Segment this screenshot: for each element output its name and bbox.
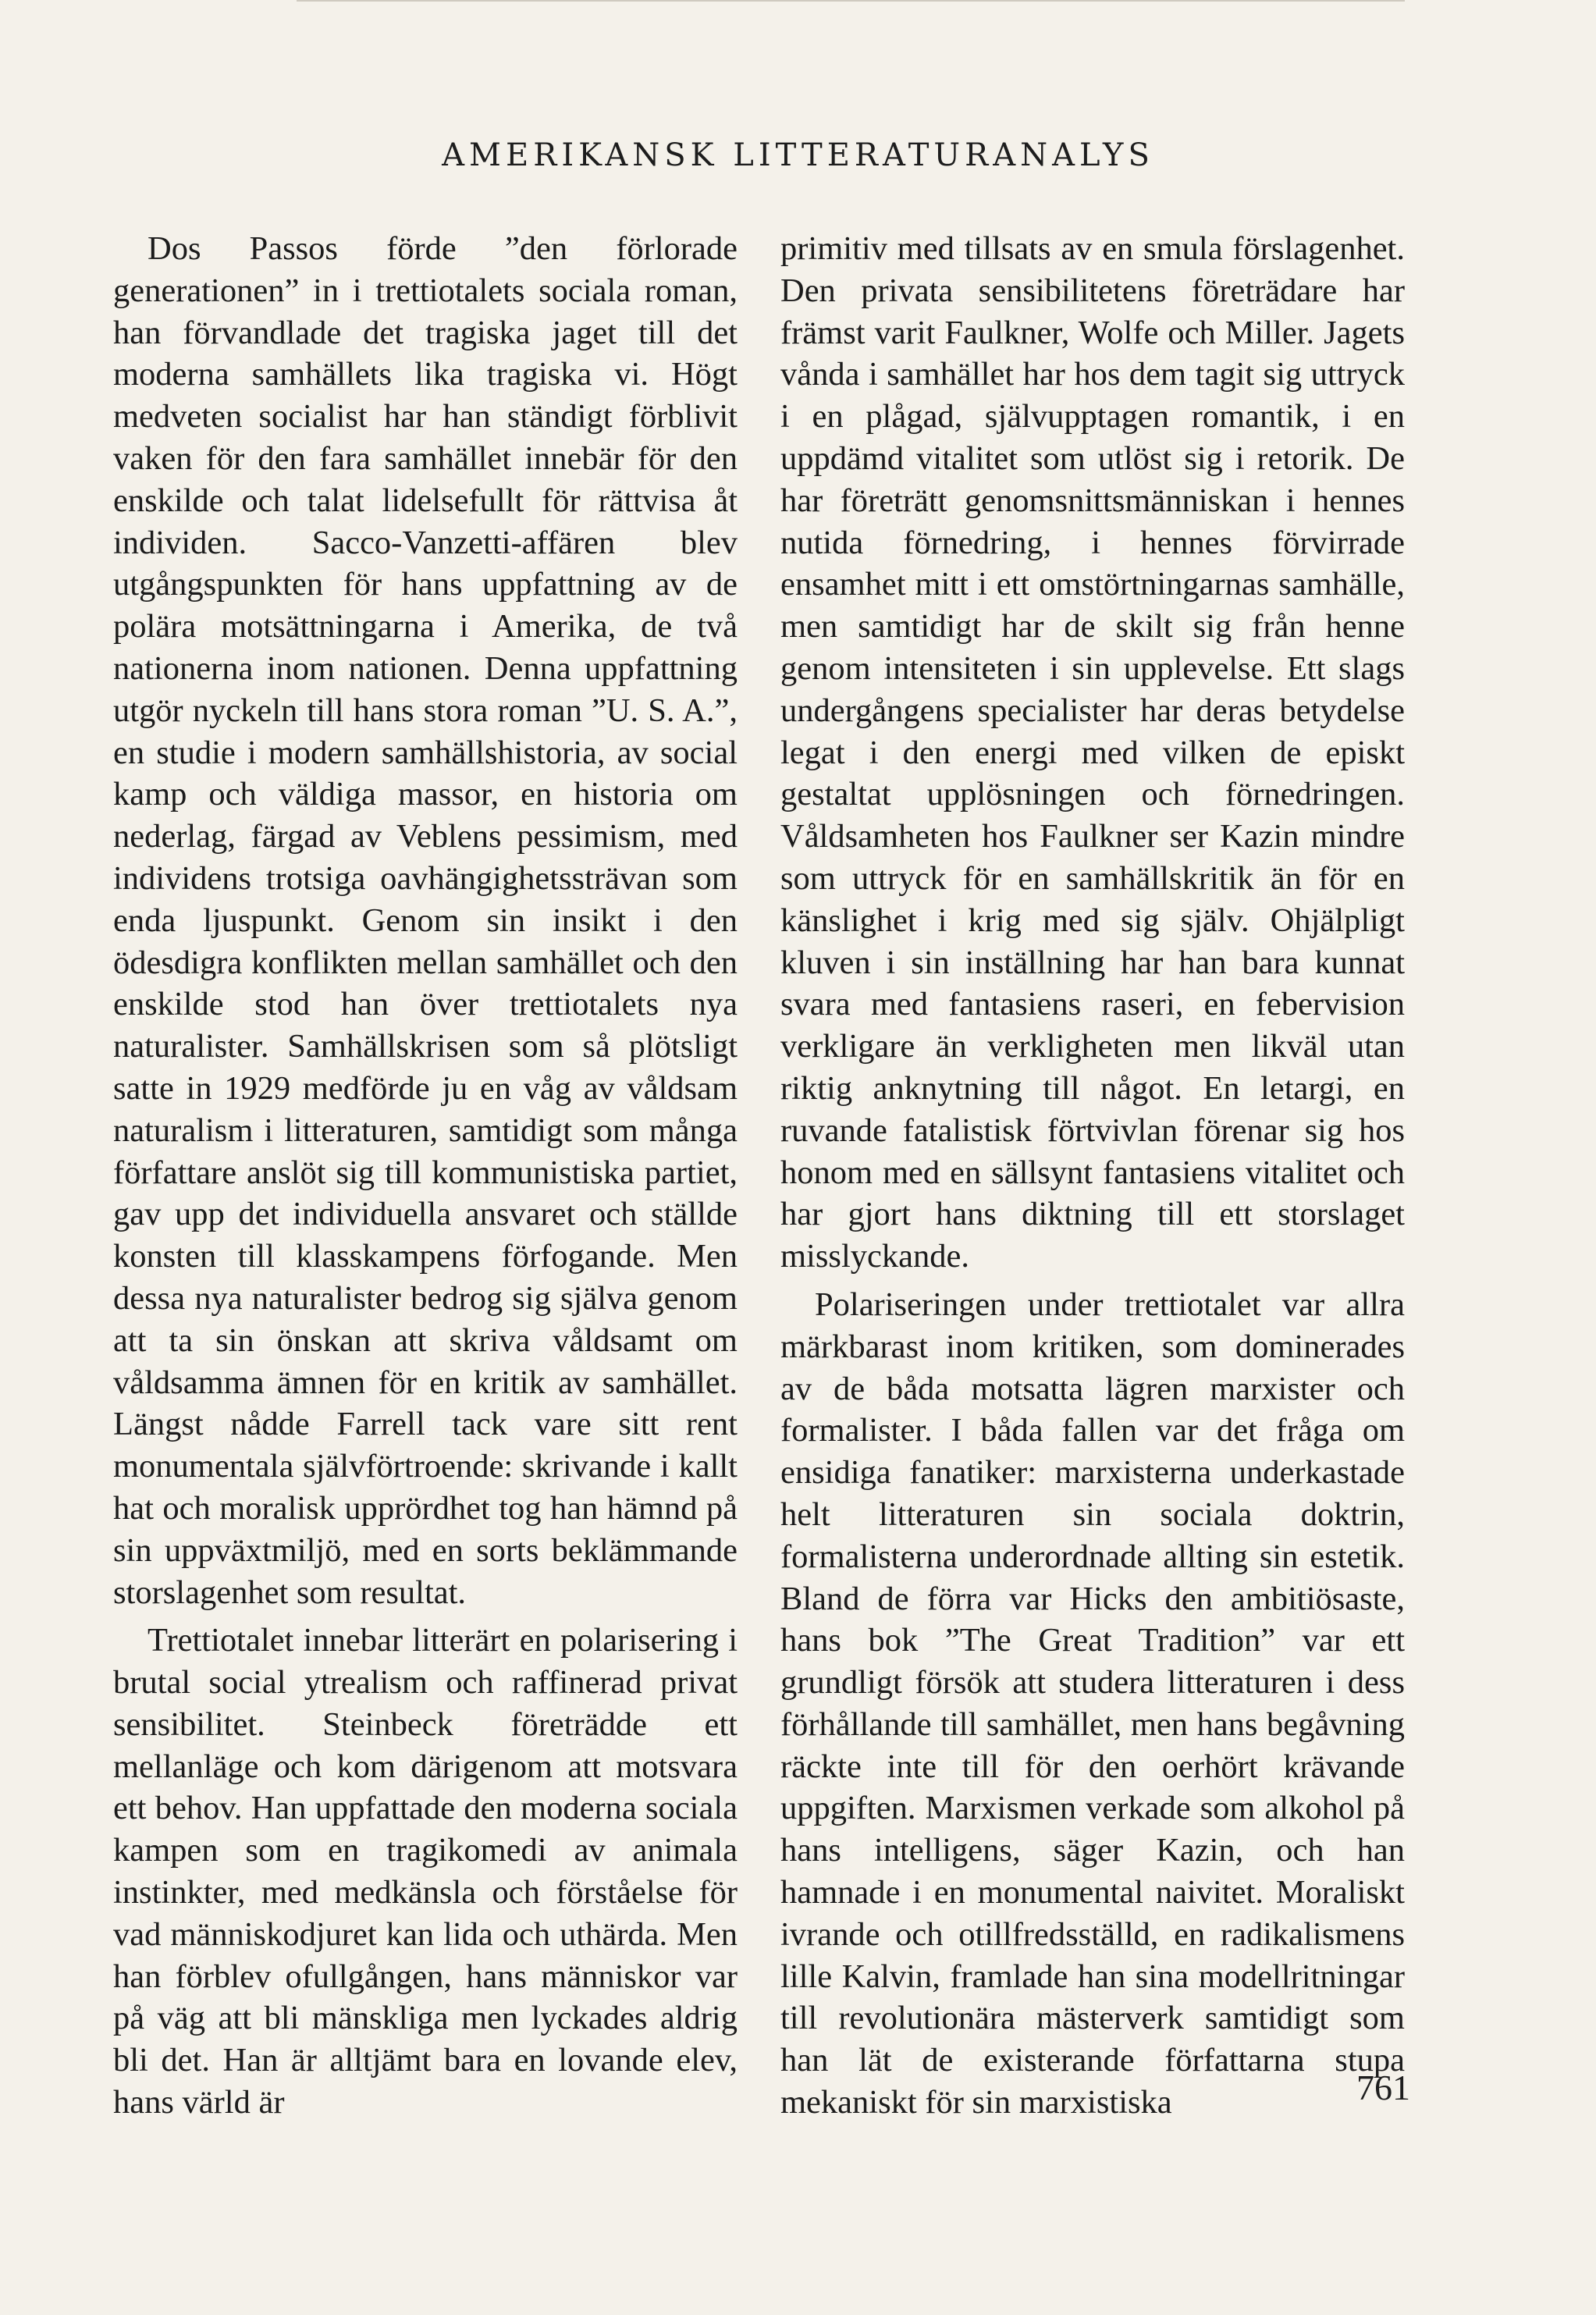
paragraph-right-2: Polariseringen under trettiotalet var allra märkbarast inom kritiken, som dominerades av de båda motsatta lägren marxister och formalister. I båda fallen var det fråga om ensidiga fanatiker: marxisterna underkastade helt litteraturen sin sociala doktrin, formalisterna underordnade allting sin estetik. Bland de förra var Hicks den ambitiösaste, hans bok ”The Great Tradition” var ett grundligt försök att studera litteraturen i dess förhållande till samhället, men hans begåvning räckte inte till för den oerhört krävande uppgiften. Marxismen verkade som alkohol på hans intelligens, säger Kazin, och han hamnade i en monumental naivitet. Moraliskt ivrande och otillfredsställd, en radikalismens lille Kalvin, framlade han sina modellritningar till revolutionära mästerverk samtidigt som han lät de existerande författarna stupa mekaniskt för sin marxistiska (780, 1286, 1405, 2121)
paragraph-left-1: Dos Passos förde ”den förlorade generationen” in i trettiotalets sociala roman, han förvandlade det tragiska jaget till det moderna samhällets lika tragiska vi. Högt medveten socialist har han ständigt förblivit vaken för den fara samhället innebär för den enskilde och talat lidelsefullt för rättvisa åt individen. Sacco-Vanzetti-affären blev utgångspunkten för hans uppfattning av de polära motsättningarna i Amerika, de två nationerna inom nationen. Denna uppfattning utgör nyckeln till hans stora roman ”U. S. A.”, en studie i modern samhällshistoria, av social kamp och väldiga massor, en historia om nederlag, färgad av Veblens pessimism, med individens trotsiga oavhängighetssträvan som enda ljuspunkt. Genom sin insikt i den ödesdigra konflikten mellan samhället och den enskilde stod han över trettiotalets nya naturalister. Samhällskrisen som så plötsligt satte in 1929 medförde ju en våg av våldsam naturalism i litteraturen, samtidigt som många författare anslöt sig till kommunistiska partiet, gav upp det individuella ansvaret och ställde konsten till klasskampens förfogande. Men dessa nya naturalister bedrog sig själva genom att ta sin önskan att skriva våldsamt om våldsamma ämnen för en kritik av samhället. Längst nådde Farrell tack vare sitt rent monumentala självförtroende: skrivande i kallt hat och moralisk upprördhet tog han hämnd på sin uppväxtmiljö, med en sorts beklämmande storslagenhet som resultat. (113, 230, 738, 1611)
paragraph-left-2: Trettiotalet innebar litterärt en polarisering i brutal social ytrealism och raffinerad privat sensibilitet. Steinbeck företrädde ett mellanläge och kom därigenom att motsvara ett behov. Han uppfattade den moderna sociala kampen som en tragikomedi av animala instinkter, med medkänsla och förståelse för vad människodjuret kan lida och uthärda. Men han förblev ofullgången, hans människor var på väg att bli mänskliga men lyckades aldrig bli det. Han är alltjämt bara en lovande elev, hans värld är (113, 1622, 738, 2121)
running-head: AMERIKANSK LITTERATURANALYS (442, 137, 1154, 173)
paragraph-right-1: primitiv med tillsats av en smula förslagenhet. Den privata sensibilitetens företrädare har främst varit Faulkner, Wolfe och Miller. Jagets vånda i samhället har hos dem tagit sig uttryck i en plågad, självupptagen romantik, i en uppdämd vitalitet som utlöst sig i retorik. De har företrätt genomsnittsmänniskan i hennes nutida förnedring, i hennes förvirrade ensamhet mitt i ett omstörtningarnas samhälle, men samtidigt har de skilt sig från henne genom intensiteten i sin upplevelse. Ett slags undergångens specialister har deras betydelse legat i den energi med vilken de episkt gestaltat upplösningen och förnedringen. Våldsamheten hos Faulkner ser Kazin mindre som uttryck för en samhällskritik än för en känslighet i krig med sig själv. Ohjälpligt kluven i sin inställning har han bara kunnat svara med fantasiens raseri, en febervision verkligare än verkligheten men likväl utan riktig anknytning till något. En letargi, en ruvande fatalistisk förtvivlan förenar sig hos honom med en sällsynt fantasiens vitalitet och har gjort hans diktning till ett storslaget misslyckande. (780, 230, 1405, 1275)
right-column (780, 228, 1405, 2124)
top-edge-rule (297, 0, 1405, 2)
page-number: 761 (1356, 2068, 1410, 2107)
left-column (113, 228, 738, 2124)
